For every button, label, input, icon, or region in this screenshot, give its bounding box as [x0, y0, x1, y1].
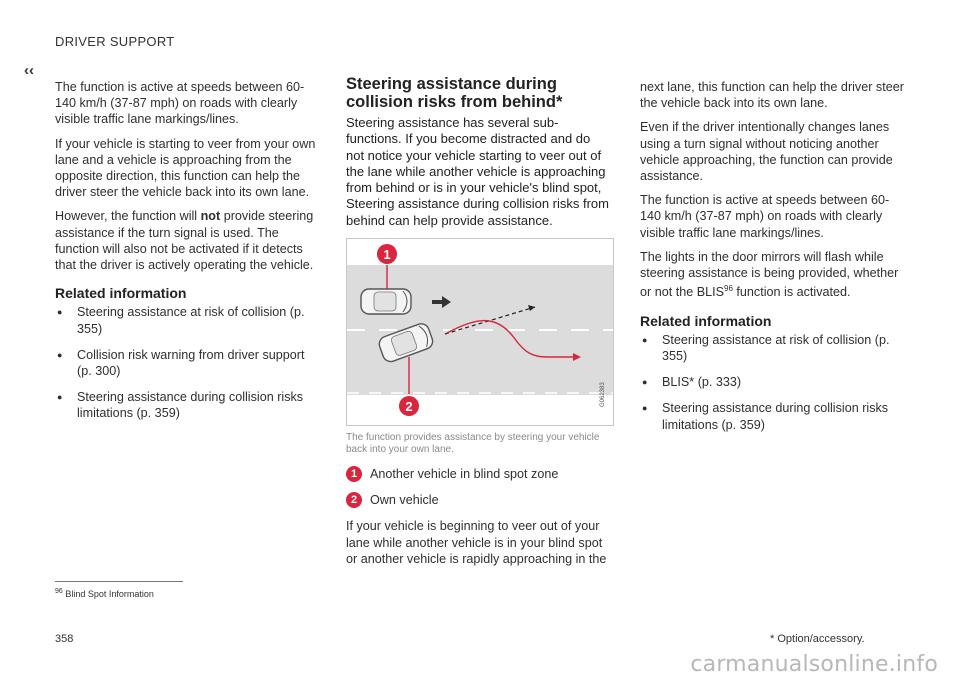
- figure-caption: The function provides assistance by steering your vehicle back into your own lane.: [346, 432, 600, 456]
- legend-text: Own vehicle: [370, 493, 439, 508]
- text-segment: provide steering assistance if the turn signal is used. The function will also not be activated if it detects that the driver is actively operating the vehicle.: [55, 209, 314, 273]
- paragraph: Even if the driver intentionally changes lanes using a turn signal without noticing another vehicle approaching, the function can provide assistance.: [640, 120, 893, 184]
- callout-1-number: 1: [383, 247, 391, 263]
- illustration: [346, 238, 614, 426]
- related-link[interactable]: ● BLIS* (p. 333): [640, 374, 908, 390]
- paragraph-blis: [640, 249, 908, 301]
- callout-badge: 2: [346, 492, 362, 508]
- road-illustration: [347, 239, 613, 425]
- legend-text: Another vehicle in blind spot zone: [370, 467, 559, 482]
- option-note: * Option/accessory.: [770, 633, 865, 645]
- paragraph: If your vehicle is beginning to veer out of your lane while another vehicle is in your blind spot or another vehicle is rapidly approaching in the: [346, 519, 607, 566]
- text-segment: function is activated.: [732, 285, 851, 300]
- related-link[interactable]: ● Steering assistance at risk of collision (p. 355): [55, 304, 320, 336]
- column-left: [55, 79, 320, 432]
- paragraph: next lane, this function can help the driver steer the vehicle back into its own lane.: [640, 80, 904, 111]
- section-title: Steering assistance during collision risks from behind*: [346, 75, 563, 111]
- paragraph: The function is active at speeds between 60-140 km/h (37-87 mph) on roads with clearly visible traffic lane markings/lines.: [640, 193, 890, 240]
- paragraph: The function is active at speeds between 60-140 km/h (37-87 mph) on roads with clearly visible traffic lane markings/lines.: [55, 80, 305, 127]
- legend-item: [346, 466, 611, 482]
- intro-paragraph: Steering assistance has several sub-functions. If you become distracted and do not notice your vehicle starting to veer out of the lane while another vehicle is approaching from behind or is in your vehicle's blind spot, Steering assistance during collision risks from behind can help provide assistance.: [346, 115, 609, 228]
- column-middle: [346, 75, 611, 575]
- legend-item: [346, 492, 611, 508]
- footnote-number: 96: [55, 588, 63, 595]
- emphasis-not: not: [200, 209, 221, 224]
- callout-2-number: 2: [405, 399, 413, 415]
- related-heading: Related information: [55, 285, 187, 302]
- footnote-divider: [55, 581, 183, 582]
- related-list: [55, 304, 320, 421]
- watermark: carmanualsonline.info: [690, 652, 938, 677]
- back-chevron-icon[interactable]: ‹‹: [24, 62, 34, 79]
- footnote: [55, 588, 154, 599]
- related-link[interactable]: ● Steering assistance during collision risks limitations (p. 359): [55, 389, 320, 421]
- figure-code: G062383: [600, 382, 606, 408]
- related-list: [640, 332, 908, 433]
- paragraph-not-provided: [55, 208, 320, 273]
- paragraph: If your vehicle is starting to veer from your own lane and a vehicle is approaching from the opposite direction, this function can help the driver steer the vehicle back into its own lane.: [55, 136, 316, 200]
- footnote-text: Blind Spot Information: [65, 589, 154, 599]
- related-heading: Related information: [640, 312, 772, 329]
- footnote-ref[interactable]: 96: [724, 284, 733, 294]
- page-number: 358: [55, 633, 74, 645]
- section-header: DRIVER SUPPORT: [55, 34, 175, 49]
- other-vehicle: [361, 289, 411, 314]
- related-link[interactable]: ● Collision risk warning from driver support (p. 300): [55, 347, 320, 379]
- related-link[interactable]: ● Steering assistance at risk of collision (p. 355): [640, 332, 908, 364]
- column-right: [640, 79, 908, 443]
- text-segment: However, the function will: [55, 209, 201, 224]
- callout-badge: 1: [346, 466, 362, 482]
- related-link[interactable]: ● Steering assistance during collision risks limitations (p. 359): [640, 400, 908, 432]
- text-segment: The lights in the door mirrors will flash while steering assistance is being provided, whether or not the BLIS: [640, 249, 899, 300]
